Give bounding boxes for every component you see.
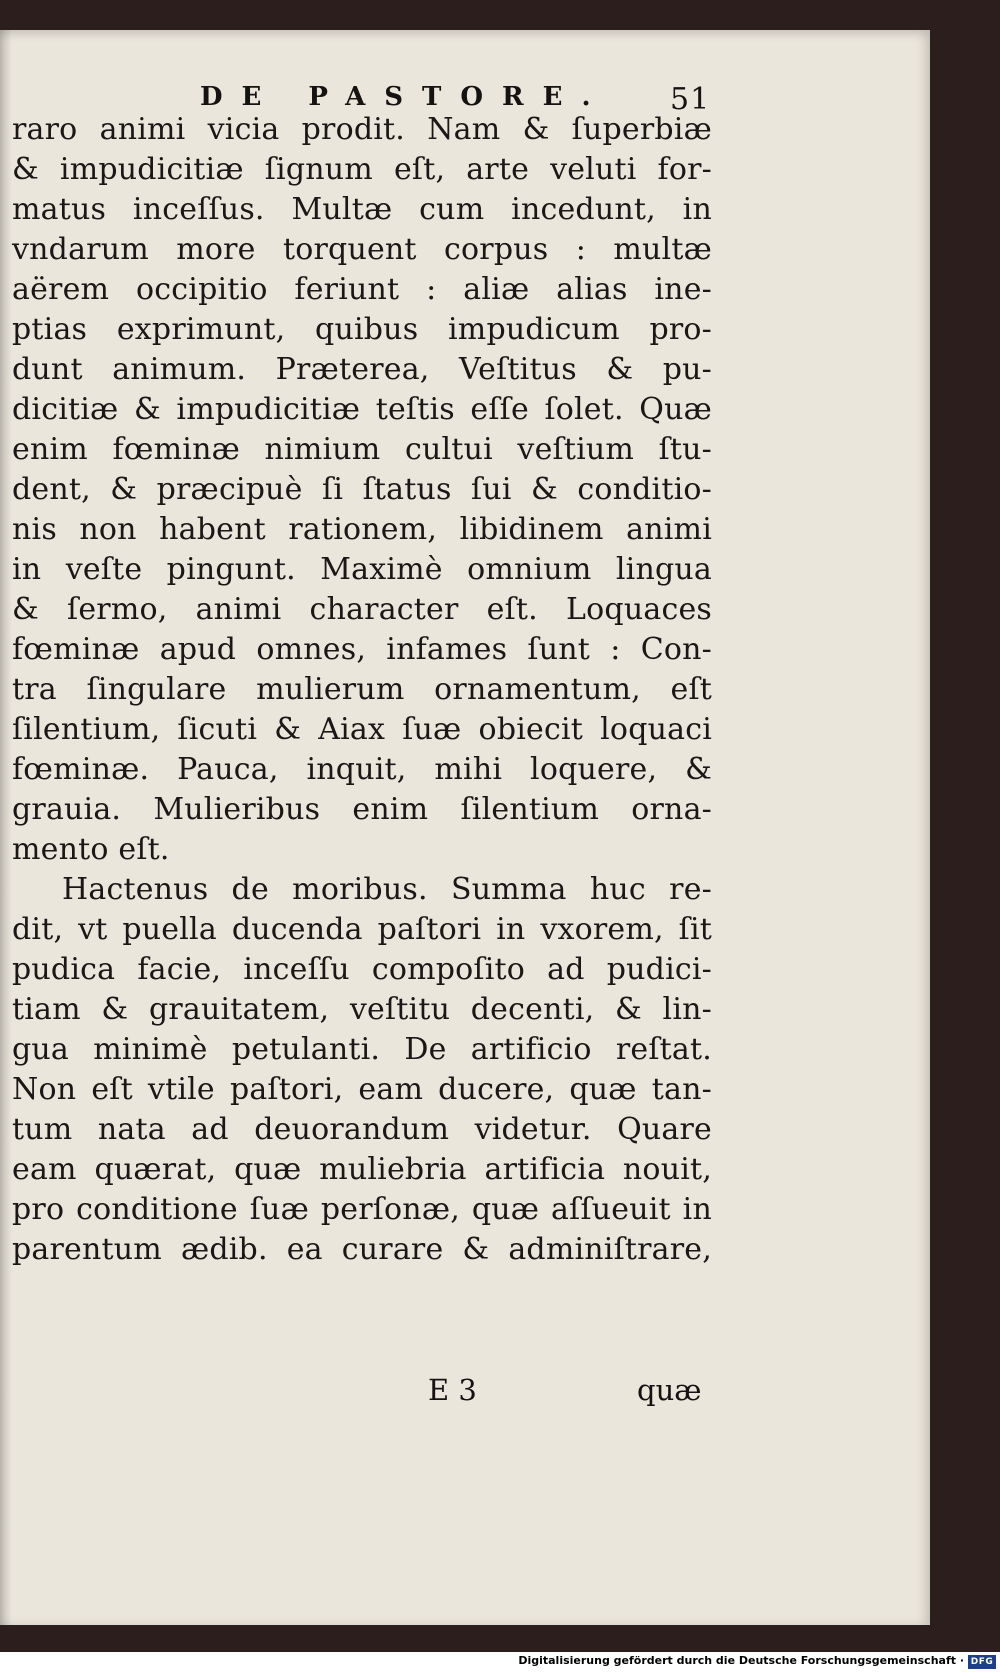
text-line: aërem occipitio feriunt : aliæ alias ine- bbox=[12, 272, 712, 307]
text-line: dent, & præcipuè ſi ſtatus ſui & conditio- bbox=[12, 472, 712, 507]
body-text bbox=[12, 110, 712, 1270]
text-line: in veſte pingunt. Maximè omnium lingua bbox=[12, 552, 712, 587]
text-line: grauia. Mulieribus enim ſilentium orna- bbox=[12, 792, 712, 827]
text-line: tiam & grauitatem, veſtitu decenti, & lin- bbox=[12, 992, 712, 1027]
text-line: raro animi vicia prodit. Nam & ſuperbiæ bbox=[12, 112, 712, 147]
text-line: parentum ædib. ea curare & adminiſtrare, bbox=[12, 1232, 712, 1267]
text-line: tum nata ad deuorandum videtur. Quare bbox=[12, 1112, 712, 1147]
text-line: mento eſt. bbox=[12, 832, 170, 867]
page-number: 51 bbox=[670, 82, 711, 117]
text-line: & ſermo, animi character eſt. Loquaces bbox=[12, 592, 712, 627]
page-footer bbox=[0, 1373, 930, 1413]
funding-credit-bar bbox=[0, 1652, 1000, 1673]
running-title: DE PASTORE. bbox=[200, 82, 610, 112]
text-line: tra ſingulare mulierum ornamentum, eſt bbox=[12, 672, 712, 707]
text-line: dit, vt puella ducenda paſtori in vxorem, ſit bbox=[12, 912, 712, 947]
text-line: ptias exprimunt, quibus impudicum pro- bbox=[12, 312, 712, 347]
text-line: dicitiæ & impudicitiæ teſtis eſſe ſolet. Quæ bbox=[12, 392, 712, 427]
catchword: quæ bbox=[637, 1373, 702, 1407]
text-line: matus inceſſus. Multæ cum incedunt, in bbox=[12, 192, 712, 227]
text-line: dunt animum. Præterea, Veſtitus & pu- bbox=[12, 352, 712, 387]
text-line: enim fœminæ nimium cultui veſtium ſtu- bbox=[12, 432, 712, 467]
text-line: gua minimè petulanti. De artificio reſtat. bbox=[12, 1032, 712, 1067]
text-line: & impudicitiæ ſignum eſt, arte veluti for- bbox=[12, 152, 712, 187]
dfg-logo: DFG bbox=[968, 1655, 996, 1669]
text-line: vndarum more torquent corpus : multæ bbox=[12, 232, 712, 267]
text-line: pudica facie, inceſſu compoſito ad pudici- bbox=[12, 952, 712, 987]
text-line: pro conditione ſuæ perſonæ, quæ aſſueuit in bbox=[12, 1192, 712, 1227]
signature-mark: E 3 bbox=[428, 1373, 477, 1407]
text-line: eam quærat, quæ muliebria artificia nouit, bbox=[12, 1152, 712, 1187]
funding-credit-text: Digitalisierung gefördert durch die Deutsche Forschungsgemeinschaft · bbox=[518, 1654, 964, 1667]
book-page bbox=[0, 30, 930, 1625]
text-line: Non eſt vtile paſtori, eam ducere, quæ tan- bbox=[12, 1072, 712, 1107]
text-line: Hactenus de moribus. Summa huc re- bbox=[62, 872, 712, 907]
text-line: fœminæ. Pauca, inquit, mihi loquere, & bbox=[12, 752, 712, 787]
text-line: nis non habent rationem, libidinem animi bbox=[12, 512, 712, 547]
text-line: fœminæ apud omnes, infames ſunt : Con- bbox=[12, 632, 712, 667]
text-line: ſilentium, ſicuti & Aiax ſuæ obiecit loquaci bbox=[12, 712, 712, 747]
